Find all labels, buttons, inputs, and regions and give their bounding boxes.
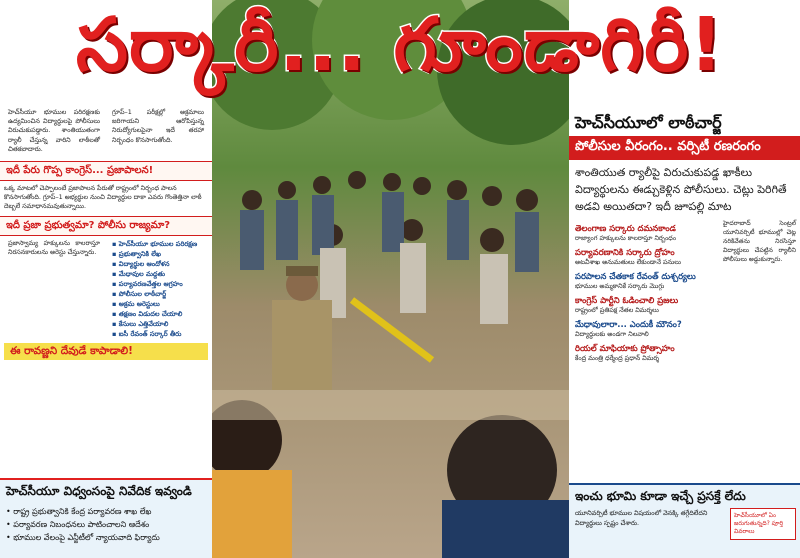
list-item: ▪ మేధావుల మద్దతు [112, 269, 204, 279]
protest-photo-illustration [212, 0, 569, 558]
bottom-right-body [569, 508, 800, 540]
left-paragraph-1: ఒక్క మాటలో చెప్పాలంటే ప్రజాపాలన పేరుతో రాష్ట్రంలో నిర్బంధ పాలన కొనసాగుతోంది. గ్రూప్–1 అభ్యర్థుల నుంచి విద్యార్థుల దాకా ఎవరు గొంతెత్తినా లాఠీ దెబ్బలే సమాధానమవుతున్నాయి. [4, 184, 202, 211]
right-item-3-body: భూముల అమ్మకానికే సర్కారు మొగ్గు [575, 282, 665, 290]
right-item-6-body: కేంద్ర మంత్రి ధర్మేంద్ర ప్రధాన్ విమర్శ [575, 354, 659, 362]
right-item-4-body: రాష్ట్రంలో ప్రతిపక్ష నేతల విమర్శలు [575, 306, 659, 314]
right-split [569, 219, 800, 363]
right-item-4-head: కాంగ్రెస్ పార్టీని ఓడించాలి ప్రజలు [575, 295, 679, 305]
right-item-5-body: విద్యార్థులకు అండగా నిలవాలి [575, 330, 649, 338]
right-item-2-head: పర్యావరణానికి సర్కారు ద్రోహం [575, 247, 675, 257]
lead-photo [212, 0, 569, 558]
headline-text: సర్కారీ... గూండాగిరీ! [75, 2, 725, 88]
bottom-right-promo: హెచ్‌సీయూలో ఏం జరుగుతున్నది? పూర్తి వివరాలు [730, 508, 796, 540]
list-item: • భూముల వేలంపై ఎన్జీటీలో న్యాయవాది ఫిర్యాదు [6, 531, 206, 544]
bottom-left-box [0, 478, 212, 558]
right-item-6-head: రియల్ మాఫియాకు ప్రోత్సాహం [575, 343, 675, 353]
right-item-1-head: తెలంగాణ సర్కారు దమనకాండ [575, 223, 676, 233]
left-intro-b: గ్రూప్–1 పరీక్షల్లో అక్రమాలు జరిగాయని ఆరోపిస్తున్న నిరుద్యోగులపైనా ఇదే తరహా నిర్బంధం కొనసాగుతోంది. [112, 108, 204, 144]
left-yellow-band: ఈ రావణ్ణని దేవుడే కాపాడాలి! [4, 343, 208, 360]
left-bullet-list [108, 239, 208, 339]
bottom-right-head: ఇంచు భూమి కూడా ఇచ్చే ప్రసక్తే లేదు [575, 489, 746, 503]
list-item: ▪ ఐసీ రేవంత్ సర్కార్ తీరు [112, 329, 204, 339]
list-item: ▪ తక్షణం విడుదల చేయాలి [112, 309, 204, 319]
list-item: ▪ అక్రమ అరెస్టులు [112, 299, 204, 309]
bottom-left-bullets [0, 505, 212, 544]
list-item: • పర్యావరణ నిబంధనలు పాటించాలని ఆదేశం [6, 518, 206, 531]
list-item: ▪ కేసులు ఎత్తివేయాలి [112, 319, 204, 329]
right-lead: శాంతియుత ర్యాలీపై విరుచుకుపడ్డ ఖాకీలు విద్యార్థులను ఈడ్చుకెళ్లిన పోలీసులు. చెట్లు పెరిగితే అడవి అయితదా? ఇదీ జూపల్లి మాట [575, 166, 787, 213]
list-item: ▪ విద్యార్థుల ఆందోళన [112, 259, 204, 269]
right-item-2-body: అటవీశాఖ అనుమతులు లేకుండానే పనులు [575, 258, 681, 266]
list-item: ▪ పర్యావరణవేత్తల ఆగ్రహం [112, 279, 204, 289]
bottom-right-text: యూనివర్సిటీ భూముల విషయంలో వెనక్కి తగ్గేదిలేదని విద్యార్థులు స్పష్టం చేశారు. [575, 509, 708, 527]
right-items [569, 219, 719, 363]
left-paragraph-2: ప్రజాస్వామ్య హక్కులను కాలరాస్తూ నిరసనకారులను అరెస్టు చేస్తున్నారు. [8, 238, 100, 256]
list-item: ▪ పోలీసుల లాఠీచార్జ్ [112, 289, 204, 299]
bottom-right-box [569, 483, 800, 558]
right-item-1-body: రాజ్యాంగ హక్కులను కాలరాస్తూ నిర్బంధం [575, 234, 677, 242]
left-intro [0, 108, 212, 157]
right-headline: హెచ్‌సీయూలో లాఠీచార్జ్ [575, 113, 722, 132]
left-lower [0, 239, 212, 339]
right-item-5-head: మేధావులారా... ఎందుకీ మౌనం? [575, 319, 682, 329]
left-subhead-1: ఇదీ పేరు గొప్ప కాంగ్రెస్... ప్రజాపాలన! [0, 161, 212, 181]
right-red-band: పోలీసుల వీరంగం.. వర్సిటీ రణరంగం [569, 136, 800, 160]
bottom-left-head: హెచ్‌సీయూ విధ్వంసంపై నివేదిక ఇవ్వండి [6, 484, 192, 498]
right-column [569, 108, 800, 483]
left-intro-a: హెచ్‌సీయూ భూముల పరిరక్షణకు ఉద్యమించిన విద్యార్థులపై పోలీసులు విరుచుకుపడ్డారు. శాంతియుతంగా ర్యాలీ చేస్తున్న వారిని లాఠీలతో చితకబాదారు. [8, 108, 100, 153]
list-item: • రాష్ట్ర ప్రభుత్వానికి కేంద్ర పర్యావరణ శాఖ లేఖ [6, 505, 206, 518]
list-item: ▪ ప్రభుత్వానికి లేఖ [112, 249, 204, 259]
right-side-text: హైదరాబాద్ సెంట్రల్ యూనివర్సిటీ భూముల్లో చెట్ల నరికివేతను నిరసిస్తూ విద్యార్థులు చేపట్టిన ర్యాలీని పోలీసులు అడ్డుకున్నారు. [723, 220, 796, 263]
right-item-3-head: పరపాలన చేతకాక రేవంత్ దుశ్చర్యలు [575, 271, 696, 281]
left-subhead-2: ఇదీ ప్రజా ప్రభుత్వమా? పోలీసు రాజ్యమా? [0, 216, 212, 236]
list-item: ▪ హెచ్‌సీయూ భూముల పరిరక్షణ [112, 239, 204, 249]
